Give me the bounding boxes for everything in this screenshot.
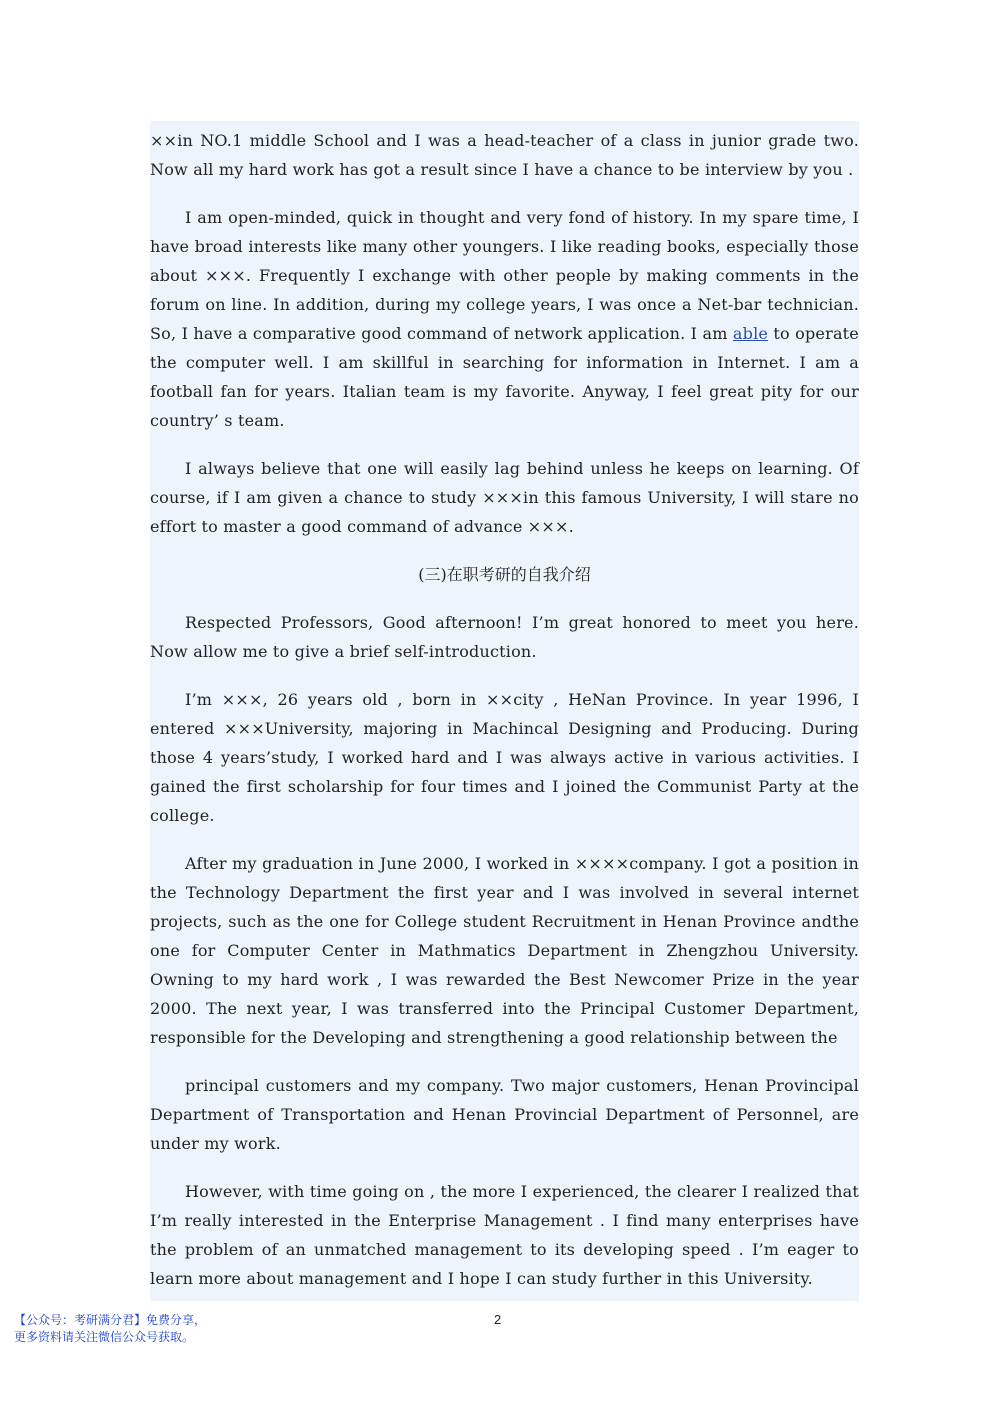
footer-promo-note <box>14 1312 206 1346</box>
body-text-area <box>150 121 859 1301</box>
paragraph-2-text-a: I am open-minded, quick in thought and very fond of history. In my spare time, I have broad interests like many other youngers. I like reading books, especially those about ×××. Frequently I exchange with other people by making comments in the forum on line. In addition, during my college years, I was once a Net-bar technician. So, I have a comparative good command of network application. I am <box>150 208 859 343</box>
paragraph-1: ××in NO.1 middle School and I was a head-teacher of a class in junior grade two. Now all my hard work has got a result since I have a chance to be interview by you . <box>150 131 859 179</box>
page-number: 2 <box>494 1312 502 1327</box>
paragraph-7: principal customers and my company. Two major customers, Henan Provincipal Department of Transportation and Henan Provincial Department of Personnel, are under my work. <box>150 1076 859 1153</box>
paragraph-3: I always believe that one will easily lag behind unless he keeps on learning. Of course, if I am given a chance to study ×××in this famous University, I will stare no effort to master a good command of advance ×××. <box>150 459 859 536</box>
footer-note-line-2: 更多资料请关注微信公众号获取。 <box>14 1330 195 1344</box>
paragraph-6: After my graduation in June 2000, I worked in ××××company. I got a position in the Technology Department the first year and I was involved in several internet projects, such as the one for College student Recruitment in Henan Province andthe one for Computer Center in Mathmatics Department in Zhengzhou University. Owning to my hard work , I was rewarded the Best Newcomer Prize in the year 2000. The next year, I was transferred into the Principal Customer Department, responsible for the Developing and strengthening a good relationship between the <box>150 854 859 1047</box>
paragraph-5: I’m ×××, 26 years old , born in ××city , HeNan Province. In year 1996, I entered ×××University, majoring in Machincal Designing and Producing. During those 4 years’study, I worked hard and I was always active in various activities. I gained the first scholarship for four times and I joined the Communist Party at the college. <box>150 690 859 825</box>
paragraph-2-text-b: to operate the computer well. I am skillful in searching for information in Internet. I am a football fan for years. Italian team is my favorite. Anyway, I feel great pity for our country’ s team. <box>150 324 859 430</box>
able-link[interactable]: able <box>732 324 769 343</box>
section-heading: (三)在职考研的自我介绍 <box>418 565 591 584</box>
paragraph-4: Respected Professors, Good afternoon! I’m great honored to meet you here. Now allow me to give a brief self-introduction. <box>150 613 859 661</box>
paragraph-2 <box>150 203 859 435</box>
paragraph-8: However, with time going on , the more I experienced, the clearer I realized that I’m really interested in the Enterprise Management . I find many enterprises have the problem of an unmatched management to its developing speed . I’m eager to learn more about management and I hope I can study further in this University. <box>150 1182 859 1288</box>
footer-note-line-1: 【公众号：考研满分君】免费分享， <box>14 1313 207 1327</box>
